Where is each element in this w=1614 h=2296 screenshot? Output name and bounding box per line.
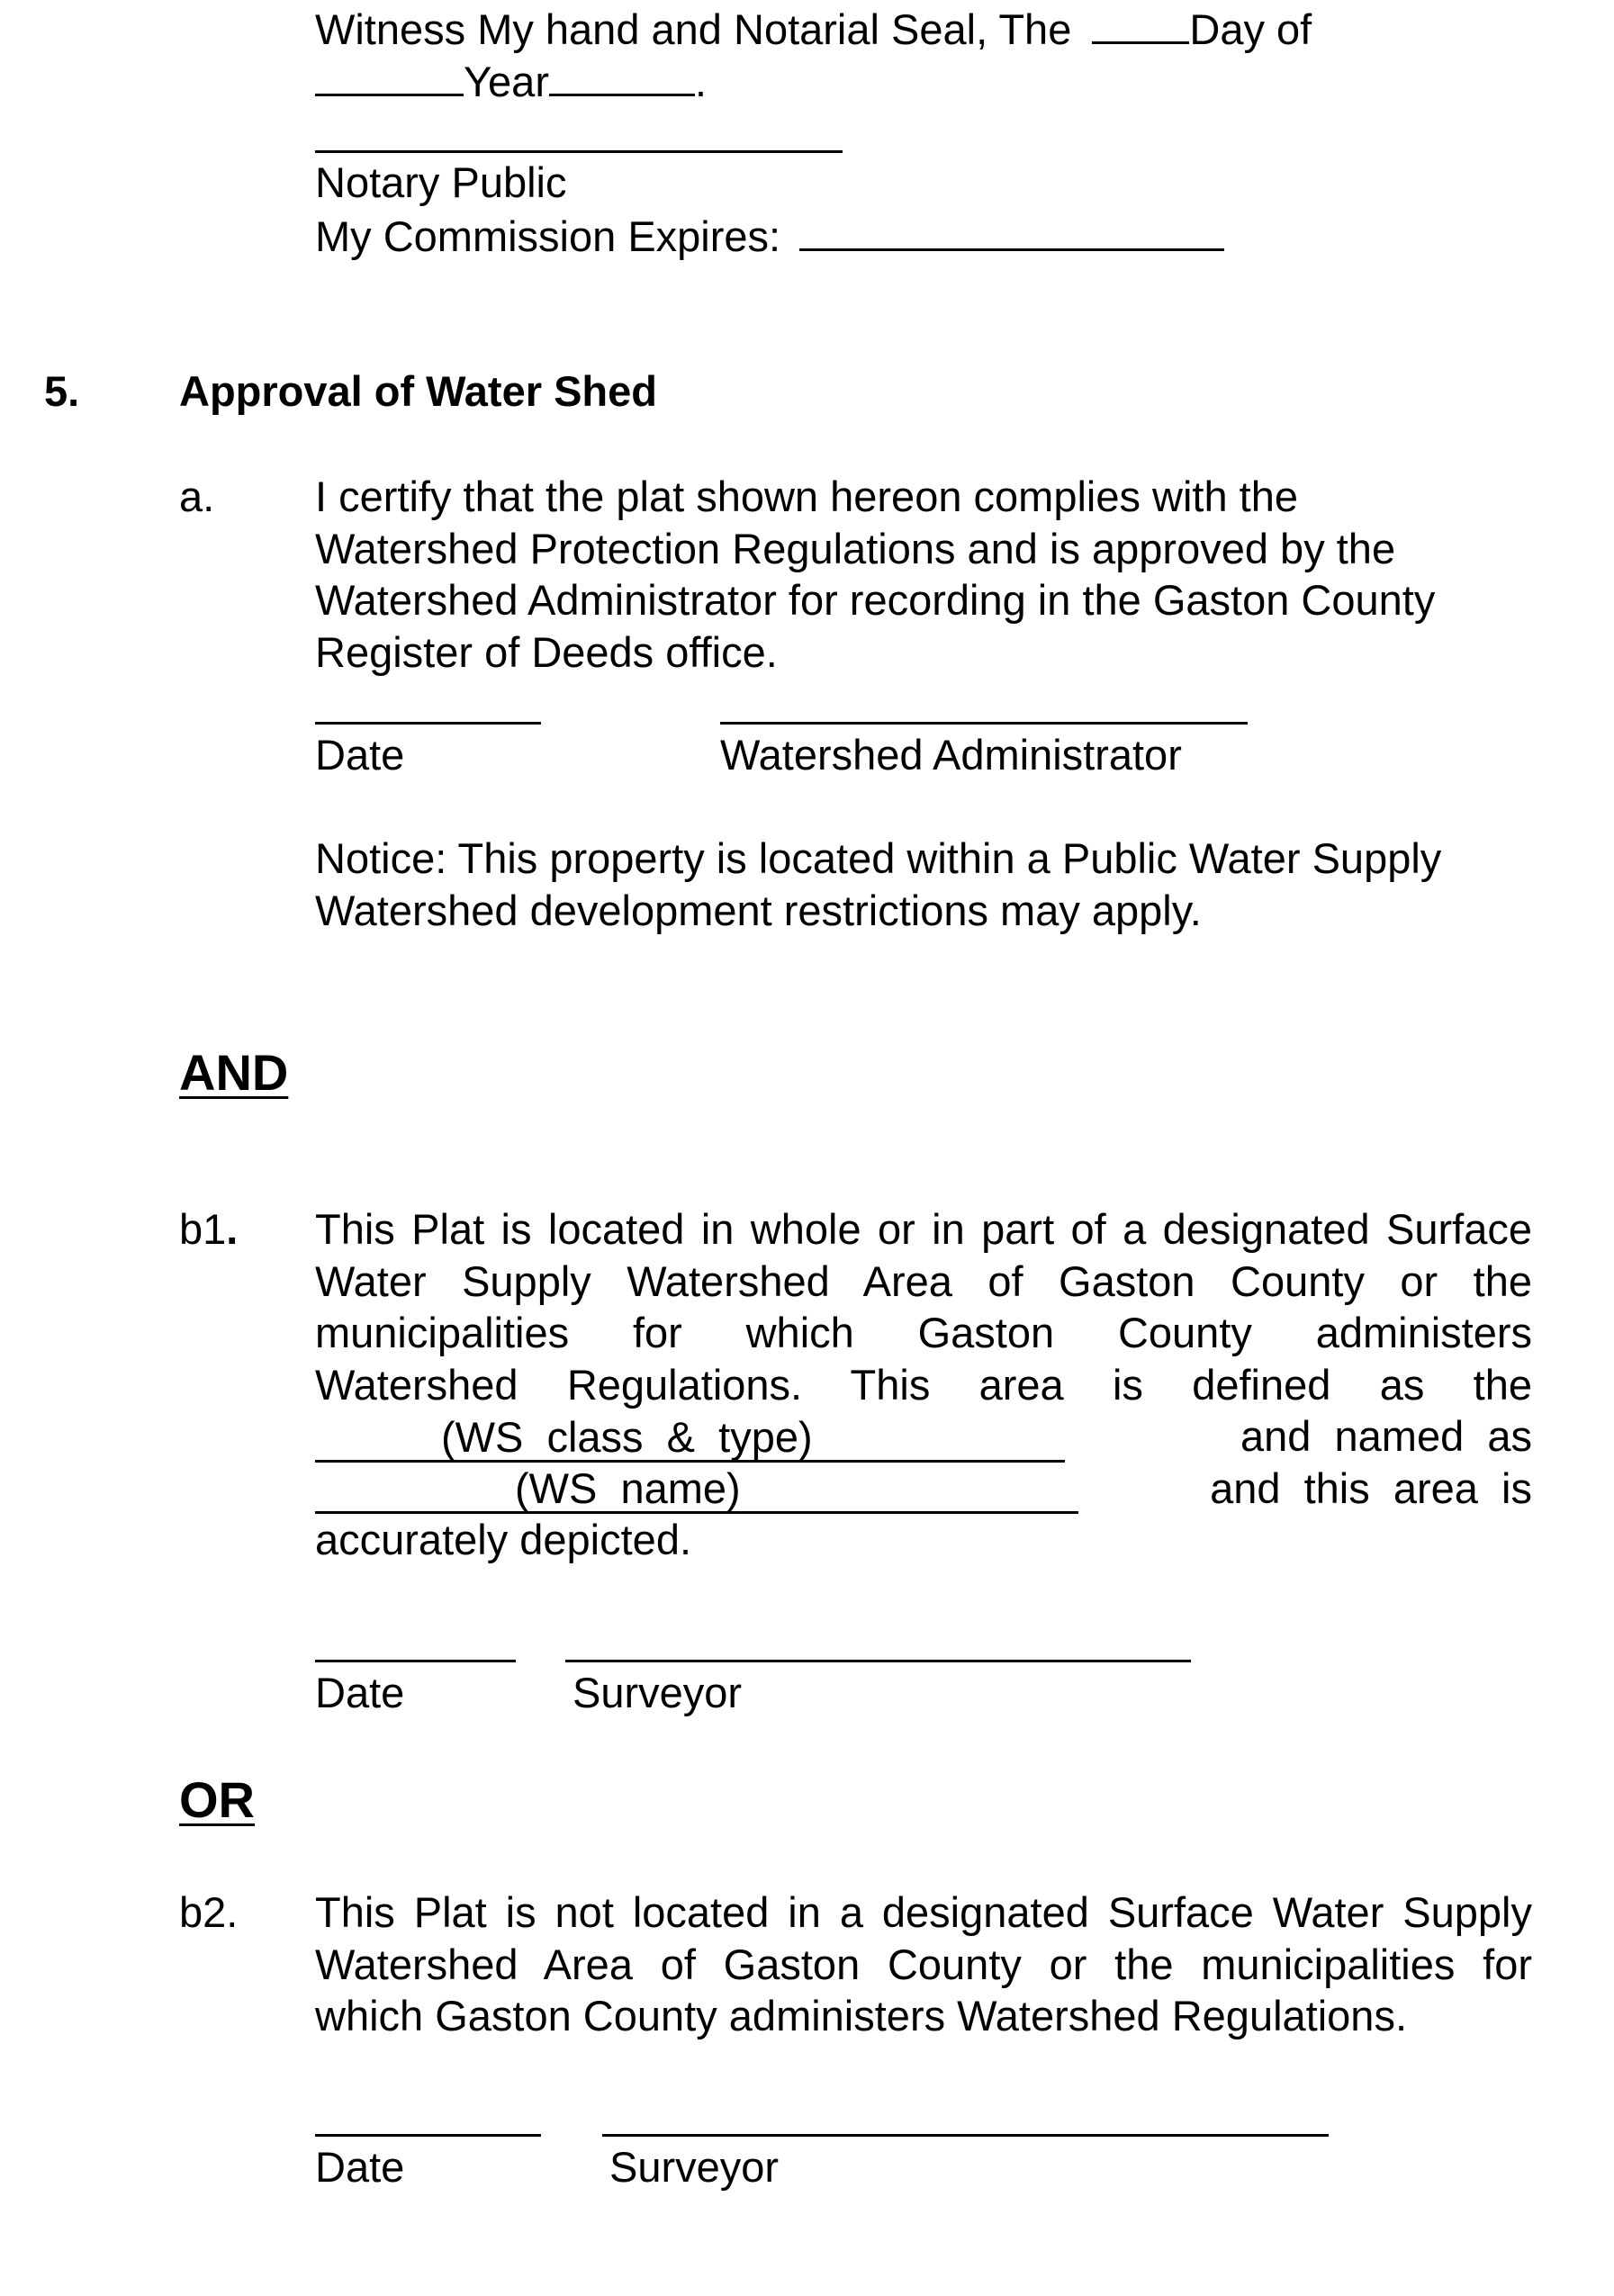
- section-title: Approval of Water Shed: [179, 367, 657, 415]
- item-b1-label: [179, 1203, 238, 1255]
- item-b1-label-text: b1: [179, 1205, 227, 1253]
- item-a-signature-line: [720, 722, 1248, 725]
- item-b2-line: Watershed Area of Gaston County or the municipalities for: [315, 1940, 1532, 1988]
- notice-line: Watershed development restrictions may apply.: [315, 886, 1202, 934]
- item-b1-line: Watershed Regulations. This area is defined as the: [315, 1360, 1532, 1409]
- item-b1-date-label: Date: [315, 1669, 405, 1716]
- commission-expires-label: My Commission Expires:: [315, 212, 781, 260]
- item-b2-label: b2.: [179, 1888, 239, 1936]
- commission-expires-line: [315, 209, 1224, 262]
- named-as-text: and named as: [1240, 1412, 1532, 1460]
- year-blank: [549, 54, 695, 96]
- notary-signature-line: [315, 150, 843, 153]
- item-b2-date-line: [315, 2134, 541, 2137]
- day-of-text: Day of: [1189, 5, 1312, 53]
- day-blank: [1092, 2, 1189, 44]
- item-b2-date-label: Date: [315, 2143, 405, 2191]
- item-b1-label-dot: .: [226, 1205, 239, 1253]
- or-connector: OR: [179, 1771, 255, 1828]
- item-b1-line: This Plat is located in whole or in part of a designated Surface: [315, 1205, 1532, 1253]
- item-a-label: a.: [179, 473, 215, 520]
- section-number: 5.: [44, 367, 80, 415]
- and-connector: AND: [179, 1044, 289, 1101]
- witness-text: Witness My hand and Notarial Seal, The: [315, 5, 1072, 53]
- item-b2-line: This Plat is not located in a designated Surface Water Supply: [315, 1888, 1532, 1936]
- notary-public-label: Notary Public: [315, 158, 567, 206]
- item-b1-signer-title: Surveyor: [573, 1669, 743, 1716]
- ws-name-line: [315, 1463, 1532, 1515]
- item-a-text: [315, 471, 1435, 678]
- item-b1-line: municipalities for which Gaston County administers: [315, 1309, 1532, 1356]
- item-a-date-label: Date: [315, 731, 405, 779]
- ws-class-type-blank: [315, 1412, 1065, 1463]
- item-a-signer-title: Watershed Administrator: [720, 731, 1182, 779]
- item-b1-signature-line: [565, 1660, 1191, 1662]
- item-a-line: I certify that the plat shown hereon complies with the: [315, 473, 1299, 520]
- item-a-line: Watershed Protection Regulations and is approved by the: [315, 524, 1396, 572]
- item-b2-text: [315, 1886, 1532, 2042]
- ws-class-type-hint: (WS class & type): [441, 1412, 813, 1461]
- item-b1-line: accurately depicted.: [315, 1516, 692, 1563]
- item-b1-text: [315, 1203, 1532, 1566]
- notary-year-line: [315, 54, 707, 107]
- ws-name-blank: [315, 1466, 1078, 1514]
- item-a-line: Watershed Administrator for recording in the Gaston County: [315, 576, 1436, 624]
- item-b2-signature-line: [602, 2134, 1329, 2137]
- item-a-date-line: [315, 722, 541, 725]
- item-a-line: Register of Deeds office.: [315, 627, 778, 676]
- ws-name-hint: (WS name): [515, 1464, 741, 1512]
- ws-class-line: [315, 1410, 1532, 1463]
- notary-witness-line: [315, 2, 1312, 55]
- and-this-area-is-text: and this area is: [1210, 1463, 1532, 1512]
- commission-expires-blank: [799, 209, 1224, 251]
- item-a-notice: [315, 833, 1441, 936]
- item-b1-date-line: [315, 1660, 516, 1662]
- notice-line: Notice: This property is located within a Public Water Supply: [315, 834, 1442, 882]
- item-b1-line: Water Supply Watershed Area of Gaston County or the: [315, 1256, 1532, 1305]
- year-text: Year: [464, 58, 549, 105]
- year-period: .: [694, 58, 708, 105]
- month-blank: [315, 54, 464, 96]
- item-b2-line: which Gaston County administers Watershed Regulations.: [315, 1992, 1408, 2039]
- item-b2-signer-title: Surveyor: [609, 2143, 780, 2191]
